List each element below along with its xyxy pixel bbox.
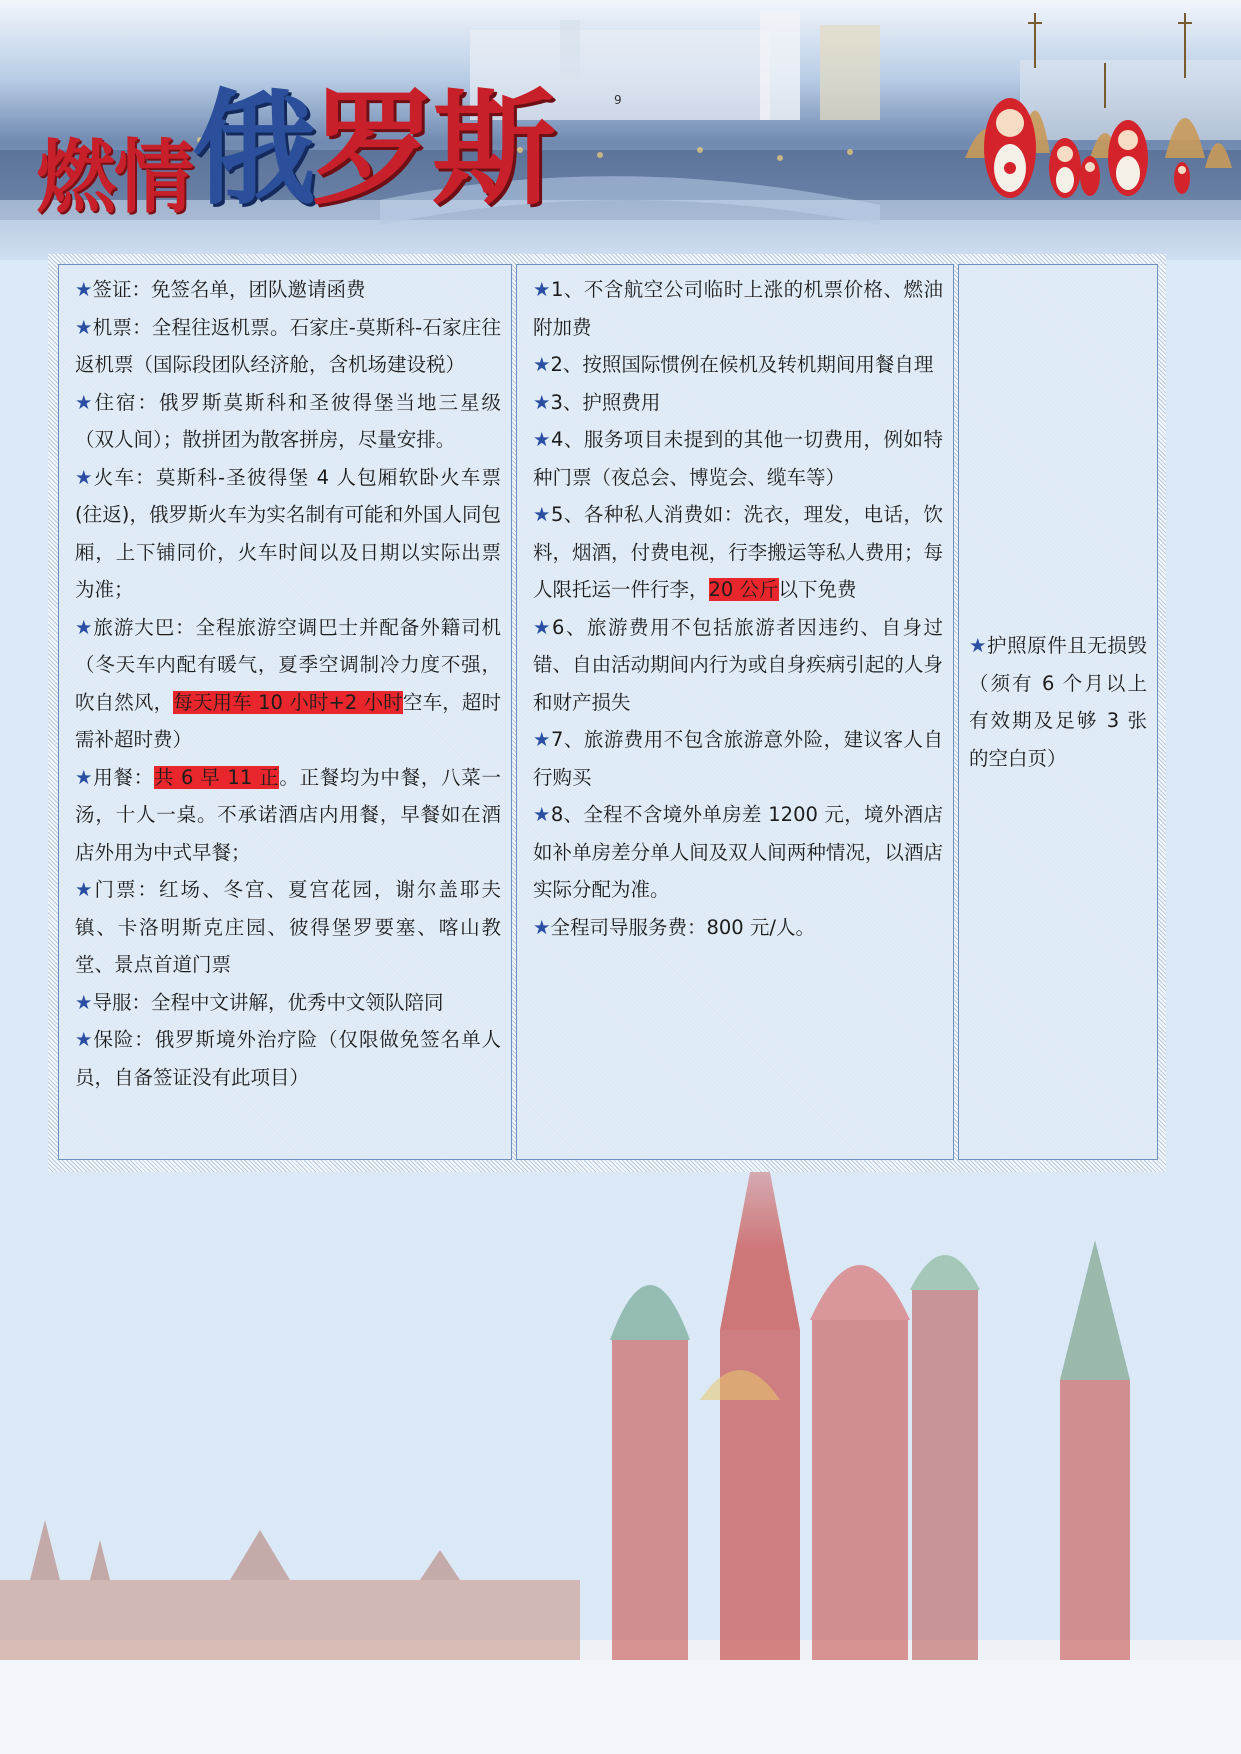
star-icon: ★: [533, 915, 551, 939]
included-item-bus: ★旅游大巴：全程旅游空调巴士并配备外籍司机（冬天车内配有暖气，夏季空调制冷力度不强，吹自然风，每天用车 10 小时+2 小时空车，超时需补超时费）: [75, 615, 501, 751]
included-item-guide: ★导服：全程中文讲解，优秀中文领队陪同: [75, 990, 444, 1014]
included-item-tickets: ★门票：红场、冬宫、夏宫花园，谢尔盖耶夫镇、卡洛明斯克庄园、彼得堡罗要塞、喀山教堂、景点首道门票: [75, 878, 501, 976]
header-banner: [0, 0, 1241, 260]
included-item-meals: ★用餐：共 6 早 11 正。正餐均为中餐，八菜一汤，十人一桌。不承诺酒店内用餐，早餐如在酒店外用为中式早餐；: [75, 765, 501, 864]
star-icon: ★: [533, 428, 551, 451]
included-item-hotel: ★住宿：俄罗斯莫斯科和圣彼得堡当地三星级（双人间）；散拼团为散客拼房，尽量安排。: [75, 390, 501, 451]
matryoshka-dolls-icon: [950, 8, 1240, 208]
excluded-item-8: ★8、全程不含境外单房差 1200 元，境外酒店如补单房差分单人间及双人间两种情况，以酒店实际分配为准。: [533, 803, 944, 901]
star-icon: ★: [75, 315, 93, 339]
star-icon: ★: [75, 990, 93, 1014]
star-icon: ★: [75, 390, 95, 414]
included-item-airfare: ★机票：全程往返机票。石家庄-莫斯科-石家庄往返机票（国际段团队经济舱，含机场建设税）: [75, 315, 501, 376]
star-icon: ★: [533, 615, 553, 639]
star-icon: ★: [75, 278, 93, 301]
page-number: 9: [614, 93, 622, 107]
included-item-insurance: ★保险：俄罗斯境外治疗险（仅限做免签名单人员，自备签证没有此项目）: [75, 1028, 501, 1089]
star-icon: ★: [533, 803, 551, 826]
excluded-column: [516, 264, 954, 1160]
star-icon: ★: [533, 390, 551, 414]
included-item-visa: ★签证：免签名单，团队邀请函费: [75, 278, 366, 301]
star-icon: ★: [533, 503, 551, 526]
tour-info-table: [48, 254, 1166, 1172]
excluded-item-6: ★6、旅游费用不包括旅游者因违约、自身过错、自由活动期间内行为或自身疾病引起的人身和财产损失: [533, 615, 943, 714]
highlight-bus-hours: 每天用车 10 小时+2 小时: [173, 690, 403, 714]
star-icon: ★: [533, 353, 551, 376]
star-icon: ★: [75, 465, 94, 489]
star-icon: ★: [75, 878, 95, 901]
excluded-item-3: ★3、护照费用: [533, 390, 661, 414]
star-icon: ★: [533, 278, 551, 301]
excluded-item-service-fee: ★全程司导服务费：800 元/人。: [533, 915, 815, 939]
included-column: [58, 264, 512, 1160]
included-item-train: ★火车：莫斯科-圣彼得堡 4 人包厢软卧火车票(往返)，俄罗斯火车为实名制有可能和外国人同包厢，上下铺同价，火车时间以及日期以实际出票为准；: [75, 465, 502, 601]
page-title: [36, 50, 552, 228]
star-icon: ★: [533, 728, 551, 751]
documents-column: [958, 264, 1158, 1160]
title-part-3: 罗斯: [312, 78, 553, 222]
excluded-item-1: ★1、不含航空公司临时上涨的机票价格、燃油附加费: [533, 278, 943, 339]
star-icon: ★: [75, 1028, 94, 1051]
star-icon: ★: [75, 615, 94, 639]
highlight-meal-count: 共 6 早 11 正: [153, 765, 280, 789]
excluded-item-2: ★2、按照国际惯例在候机及转机期间用餐自理: [533, 353, 934, 376]
excluded-item-4: ★4、服务项目未提到的其他一切费用，例如特种门票（夜总会、博览会、缆车等）: [533, 428, 943, 489]
excluded-item-7: ★7、旅游费用不包含旅游意外险，建议客人自行购买: [533, 728, 943, 789]
title-part-1: 燃情: [36, 131, 192, 224]
excluded-item-5: ★5、各种私人消费如：洗衣，理发，电话，饮料，烟酒，付费电视，行李搬运等私人费用；每人限托运一件行李，20 公斤以下免费: [533, 503, 943, 601]
passport-requirement: ★护照原件且无损毁（须有 6 个月以上有效期及足够 3 张的空白页）: [969, 634, 1147, 770]
star-icon: ★: [969, 634, 988, 657]
st-basils-cathedral-illustration: [0, 1080, 1241, 1754]
star-icon: ★: [75, 765, 94, 789]
highlight-luggage-weight: 20 公斤: [708, 578, 779, 601]
title-part-2: 俄: [192, 78, 313, 222]
